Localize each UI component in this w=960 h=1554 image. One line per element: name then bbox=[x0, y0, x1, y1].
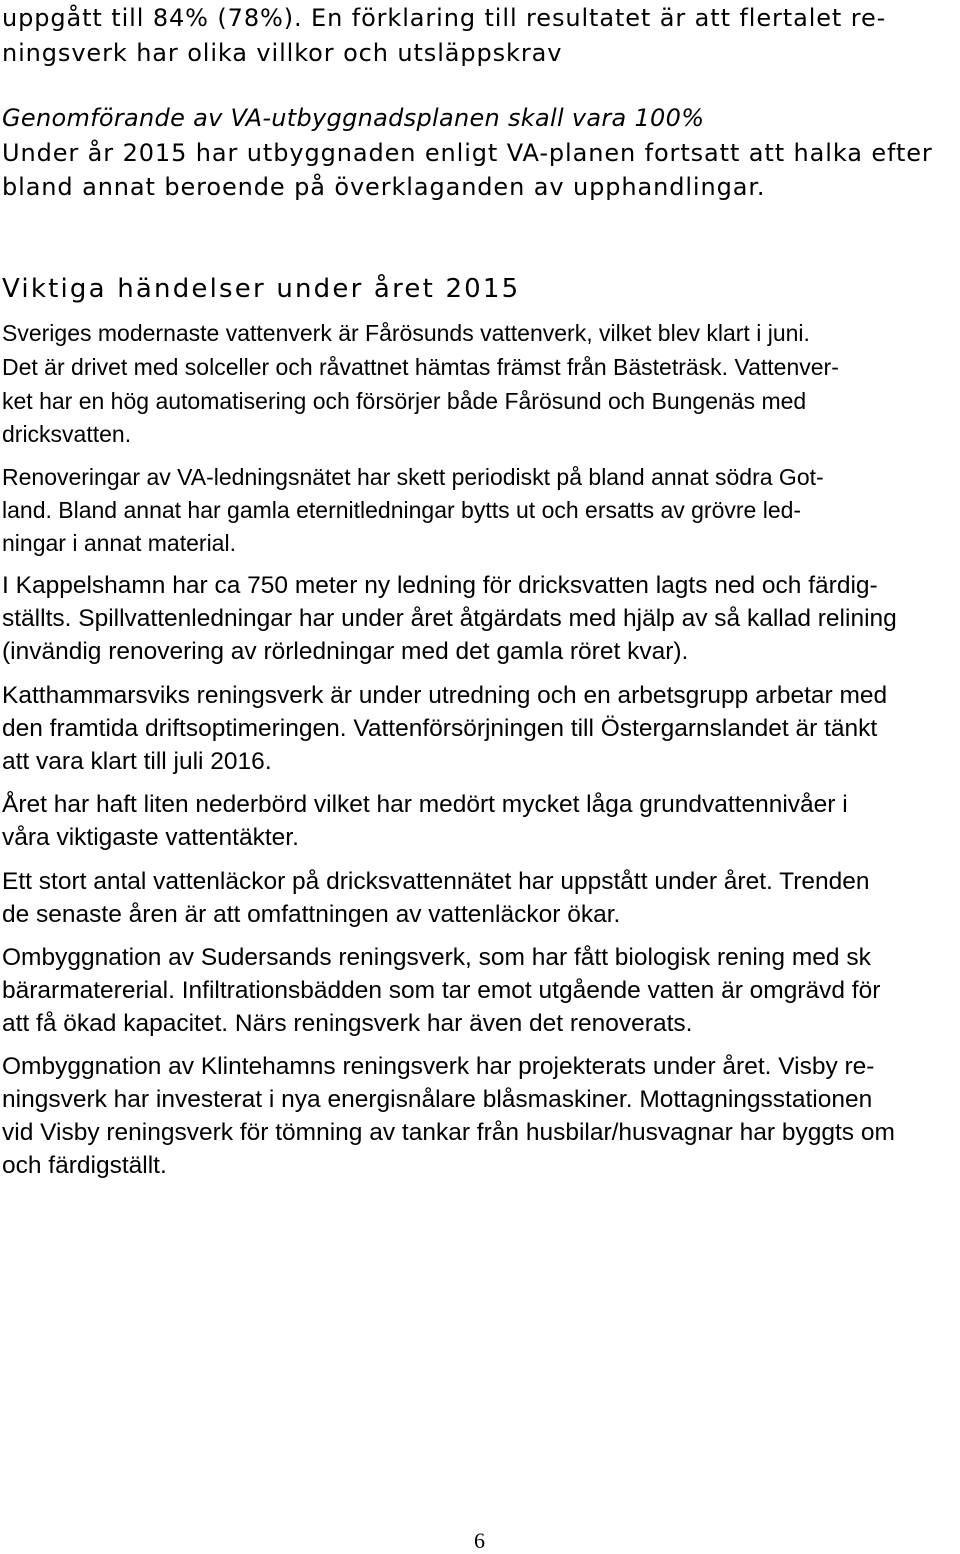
paragraph-line: Renoveringar av VA-ledningsnätet har skett periodiskt på bland annat södra Got- bbox=[2, 464, 824, 490]
paragraph-line: Det är drivet med solceller och råvattnet hämtas främst från Bästeträsk. Vattenver- bbox=[2, 354, 839, 380]
paragraph-line: vid Visby reningsverk för tömning av tankar från husbilar/husvagnar har byggts om bbox=[2, 1119, 895, 1146]
paragraph-line: de senaste åren är att omfattningen av vattenläckor ökar. bbox=[2, 901, 621, 928]
va-plan-line-1: Under år 2015 har utbyggnaden enligt VA-planen fortsatt att halka efter bbox=[2, 139, 933, 167]
paragraph-line: ket har en hög automatisering och försörjer både Fårösund och Bungenäs med bbox=[2, 388, 807, 414]
paragraph-line: (invändig renovering av rörledningar med det gamla röret kvar). bbox=[2, 638, 689, 665]
va-plan-title: Genomförande av VA-utbyggnadsplanen skall vara 100% bbox=[2, 104, 705, 132]
paragraph-line: Katthammarsviks reningsverk är under utredning och en arbetsgrupp arbetar med bbox=[2, 682, 888, 709]
page-number: 6 bbox=[474, 1528, 485, 1553]
paragraph-line: Året har haft liten nederbörd vilket har medört mycket låga grundvattennivåer i bbox=[2, 791, 848, 818]
paragraph-line: Sveriges modernaste vattenverk är Fårösunds vattenverk, vilket blev klart i juni. bbox=[2, 320, 810, 346]
intro-line-2: ningsverk har olika villkor och utsläppskrav bbox=[2, 39, 563, 67]
paragraph-line: ställts. Spillvattenledningar har under året åtgärdats med hjälp av så kallad relining bbox=[2, 605, 897, 632]
paragraph-line: att få ökad kapacitet. Närs reningsverk har även det renoverats. bbox=[2, 1010, 693, 1037]
paragraph-line: den framtida driftsoptimeringen. Vattenförsörjningen till Östergarnslandet är tänkt bbox=[2, 715, 878, 742]
paragraph-line: Ett stort antal vattenläckor på dricksvattennätet har uppstått under året. Trenden bbox=[2, 868, 870, 895]
paragraph-line: att vara klart till juli 2016. bbox=[2, 748, 272, 775]
va-plan-line-2: bland annat beroende på överklaganden av upphandlingar. bbox=[2, 173, 766, 201]
paragraph-line: ningar i annat material. bbox=[2, 530, 236, 556]
intro-line-1: uppgått till 84% (78%). En förklaring till resultatet är att flertalet re- bbox=[2, 4, 887, 32]
paragraph-line: I Kappelshamn har ca 750 meter ny ledning för dricksvatten lagts ned och färdig- bbox=[2, 572, 878, 599]
paragraph-line: Ombyggnation av Sudersands reningsverk, som har fått biologisk rening med sk bbox=[2, 944, 871, 971]
paragraph-line: och färdigställt. bbox=[2, 1152, 167, 1179]
section-heading: Viktiga händelser under året 2015 bbox=[2, 274, 521, 304]
paragraph-line: land. Bland annat har gamla eternitledningar bytts ut och ersatts av grövre led- bbox=[2, 497, 802, 523]
paragraph-line: Ombyggnation av Klintehamns reningsverk har projekterats under året. Visby re- bbox=[2, 1053, 875, 1080]
paragraph-line: bärarmatererial. Infiltrationsbädden som tar emot utgående vatten är omgrävd för bbox=[2, 977, 881, 1004]
paragraph-line: ningsverk har investerat i nya energisnålare blåsmaskiner. Mottagningsstationen bbox=[2, 1086, 873, 1113]
paragraph-line: våra viktigaste vattentäkter. bbox=[2, 824, 299, 851]
paragraph-line: dricksvatten. bbox=[2, 421, 132, 447]
